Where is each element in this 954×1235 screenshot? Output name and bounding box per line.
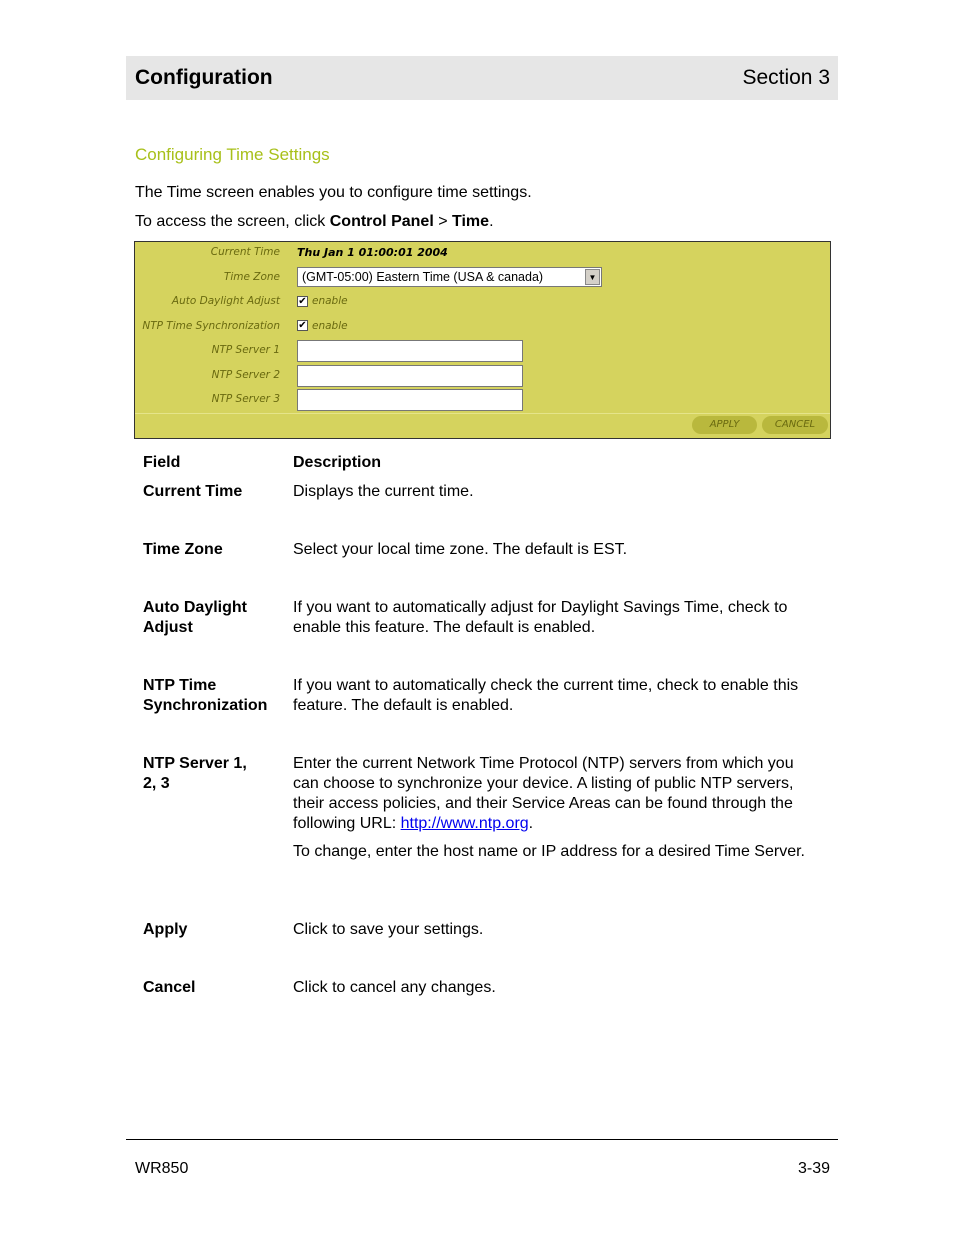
menu-separator: > [433, 213, 452, 230]
ntp-sync-enable-label: enable [312, 320, 348, 332]
label-current-time: Current Time [210, 246, 280, 258]
row-desc-ntp-servers [293, 754, 823, 834]
ntp-server-1-input[interactable] [297, 340, 523, 362]
row-field-current-time: Current Time [143, 483, 243, 500]
ntp-servers-desc-end: . [528, 815, 534, 832]
menu-time: Time [452, 213, 490, 230]
label-ntp-server-1: NTP Server 1 [211, 344, 280, 356]
label-ntp-server-3: NTP Server 3 [211, 393, 280, 405]
header-section: Section 3 [742, 66, 830, 89]
header-title: Configuration [135, 66, 273, 89]
section-subtitle: Configuring Time Settings [135, 145, 330, 164]
current-time-value: Thu Jan 1 01:00:01 2004 [297, 246, 448, 259]
row-field-auto-daylight: Auto Daylight Adjust [143, 599, 247, 636]
time-settings-panel [134, 241, 831, 439]
page-header [126, 56, 838, 100]
row-desc-ntp-sync: If you want to automatically check the current time, check to enable this feature. The default is enabled. [293, 677, 799, 714]
cancel-button[interactable]: CANCEL [762, 416, 828, 434]
ntp-sync-checkbox[interactable]: ✔ [298, 320, 307, 331]
row-desc-cancel: Click to cancel any changes. [293, 979, 496, 996]
footer-divider [126, 1139, 838, 1140]
row-field-ntp-servers: NTP Server 1, 2, 3 [143, 755, 247, 792]
time-zone-select[interactable] [297, 267, 602, 287]
access-instructions [135, 213, 494, 231]
table-header-field: Field [143, 454, 181, 471]
row-desc-apply: Click to save your settings. [293, 921, 484, 938]
row-desc-current-time: Displays the current time. [293, 483, 474, 500]
row-desc-time-zone: Select your local time zone. The default is EST. [293, 541, 628, 558]
row-field-cancel: Cancel [143, 979, 196, 996]
ntp-server-2-input[interactable] [297, 365, 523, 387]
label-ntp-server-2: NTP Server 2 [211, 369, 280, 381]
label-auto-daylight: Auto Daylight Adjust [171, 295, 280, 307]
label-ntp-sync: NTP Time Synchronization [142, 320, 280, 332]
row-desc-ntp-servers-change: To change, enter the host name or IP address for a desired Time Server. [293, 843, 805, 860]
table-header-description: Description [293, 454, 382, 471]
time-zone-value: (GMT-05:00) Eastern Time (USA & canada) [302, 270, 544, 284]
menu-control-panel: Control Panel [329, 213, 434, 230]
access-prefix: To access the screen, click [135, 213, 330, 230]
row-field-time-zone: Time Zone [143, 541, 223, 558]
auto-daylight-checkbox[interactable]: ✔ [298, 296, 307, 307]
auto-daylight-enable-label: enable [312, 295, 348, 307]
ntp-servers-desc-text: Enter the current Network Time Protocol (NTP) servers from which you can choose to synchronize your device. A listing of public NTP servers, their access policies, and their Service Areas can be found through the following URL: [293, 755, 794, 832]
label-time-zone: Time Zone [223, 271, 280, 283]
panel-divider [135, 413, 830, 414]
ntp-org-link[interactable]: http://www.ntp.org [400, 815, 529, 832]
dropdown-arrow-icon[interactable]: ▼ [585, 269, 600, 285]
row-field-apply: Apply [143, 921, 188, 938]
ntp-server-3-input[interactable] [297, 389, 523, 411]
row-desc-auto-daylight: If you want to automatically adjust for Daylight Savings Time, check to enable this feature. The default is enabled. [293, 599, 788, 636]
access-suffix: . [489, 213, 494, 230]
footer-page-number: 3-39 [797, 1160, 830, 1177]
apply-button[interactable]: APPLY [692, 416, 757, 434]
row-field-ntp-sync: NTP Time Synchronization [143, 677, 268, 714]
footer-model: WR850 [135, 1160, 189, 1177]
intro-text: The Time screen enables you to configure time settings. [135, 184, 532, 201]
